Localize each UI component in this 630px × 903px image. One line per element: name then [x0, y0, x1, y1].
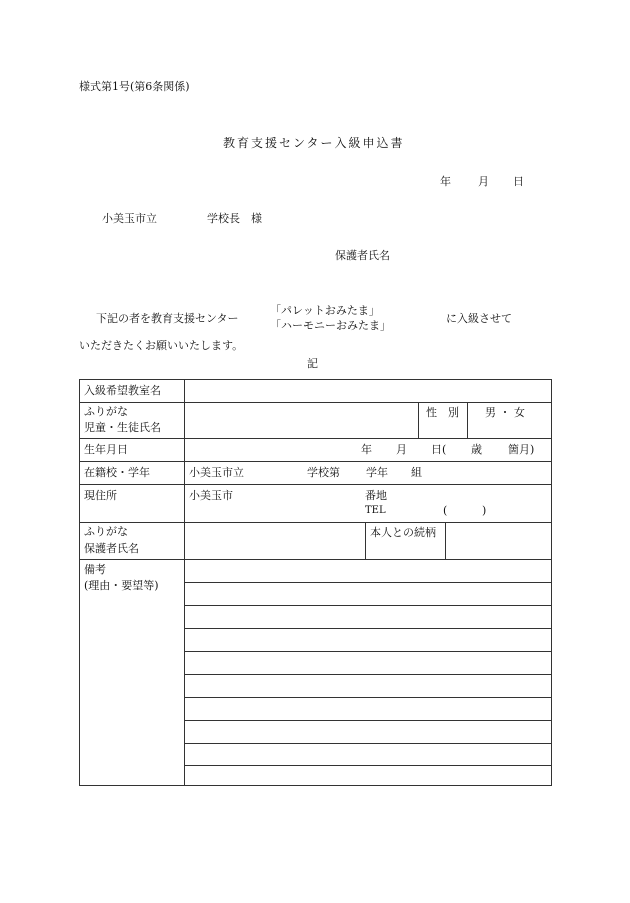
- tel-label: TEL: [365, 505, 386, 516]
- guardian-name-label: 保護者氏名: [84, 542, 139, 555]
- address-label: 現住所: [84, 489, 117, 502]
- school-grade-label: 学年: [366, 466, 388, 479]
- request-line2: いただきたくお願いいたします。: [79, 339, 244, 352]
- request-option-harmony: 「ハーモニーおみたま」: [270, 319, 391, 332]
- gender-label: 性 別: [426, 406, 459, 419]
- birth-day-label: 日(: [431, 443, 447, 456]
- birth-months-label: 箇月): [508, 443, 535, 456]
- form-number: 様式第1号(第6条関係): [79, 80, 190, 93]
- school-city: 小美玉市立: [189, 466, 244, 479]
- birth-month-label: 月: [396, 443, 407, 456]
- address-banchi: 番地: [365, 489, 387, 502]
- date-year-label: 年: [440, 175, 451, 188]
- student-furigana-label: ふりがな: [84, 405, 128, 418]
- guardian-furigana-label: ふりがな: [84, 525, 128, 538]
- request-suffix: に入級させて: [446, 312, 512, 325]
- date-day-label: 日: [513, 175, 524, 188]
- addressee-city: 小美玉市立: [102, 212, 157, 225]
- remarks-label: 備考: [84, 563, 106, 576]
- request-prefix: 下記の者を教育支援センター: [96, 312, 239, 325]
- school-class-label: 組: [411, 466, 422, 479]
- gender-options: 男 ・ 女: [485, 406, 525, 419]
- document-title: 教育支援センター入級申込書: [223, 136, 405, 150]
- request-option-palette: 「パレットおみたま」: [270, 304, 380, 317]
- birthdate-label: 生年月日: [84, 443, 128, 456]
- birth-age-label: 歳: [471, 443, 482, 456]
- tel-open-paren: (: [443, 504, 448, 517]
- desired-class-label: 入級希望教室名: [84, 384, 161, 397]
- remarks-sub-label: (理由・要望等): [84, 579, 159, 592]
- guardian-name-heading: 保護者氏名: [335, 249, 390, 262]
- school-label: 在籍校・学年: [84, 466, 150, 479]
- application-form-table: [79, 379, 552, 786]
- ki-label: 記: [307, 357, 318, 370]
- addressee-principal: 学校長 様: [207, 212, 262, 225]
- student-name-label: 児童・生徒氏名: [84, 421, 161, 434]
- date-month-label: 月: [478, 175, 489, 188]
- school-suffix: 学校第: [307, 466, 340, 479]
- relation-label: 本人との続柄: [370, 526, 436, 539]
- tel-close-paren: ): [482, 504, 487, 517]
- birth-year-label: 年: [361, 443, 372, 456]
- address-city: 小美玉市: [189, 489, 233, 502]
